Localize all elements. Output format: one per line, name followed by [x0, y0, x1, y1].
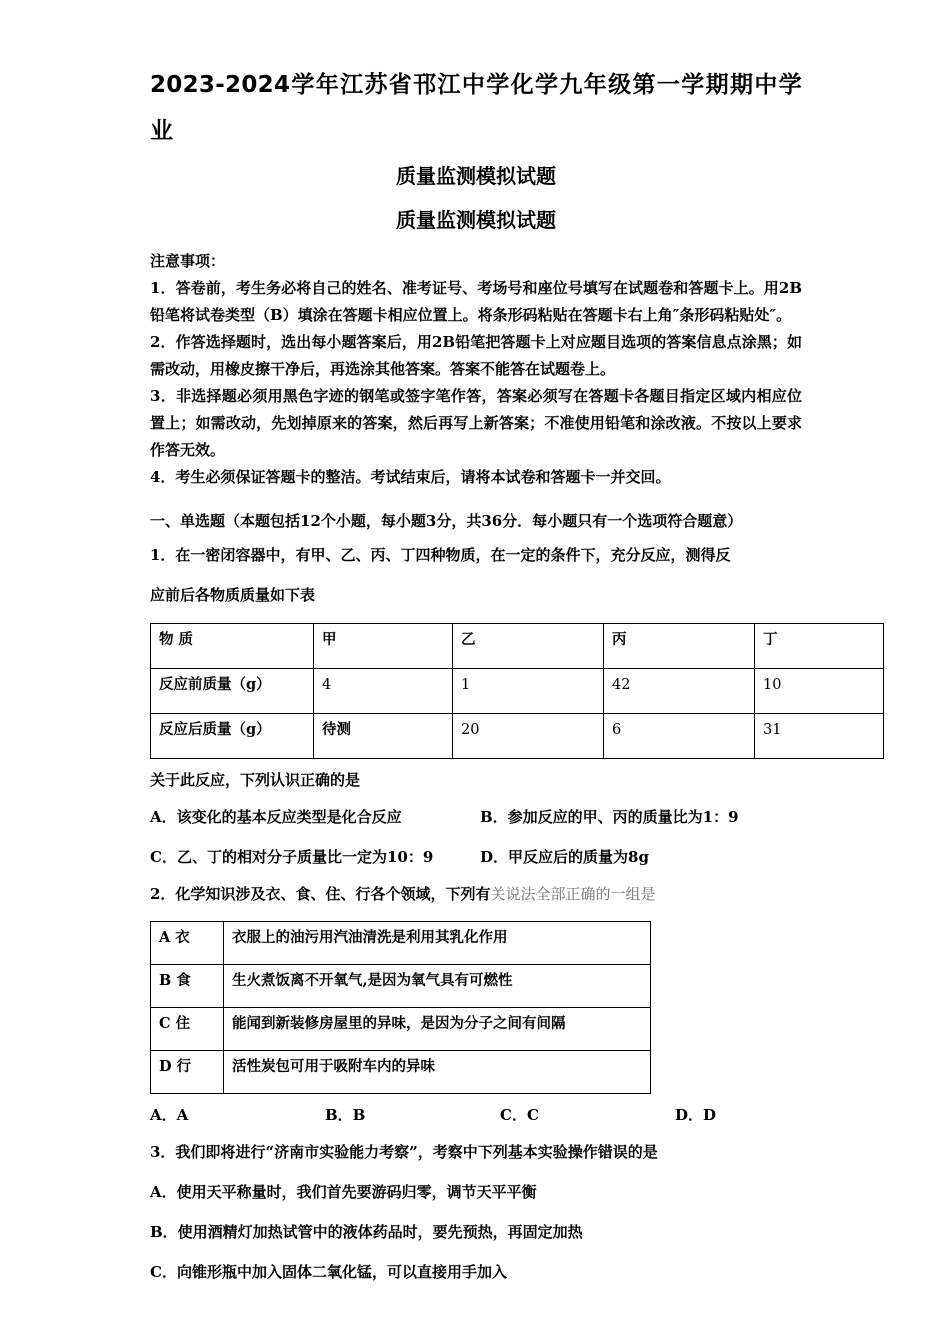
question-2-option-d[interactable]: D．D — [675, 1106, 717, 1124]
question-1-options-row-1 — [150, 797, 802, 837]
mass-before-yi: 1 — [453, 669, 604, 714]
life-row-c-key: C 住 — [151, 1008, 224, 1051]
notice-item-2: 2．作答选择题时，选出每小题答案后，用2B铅笔把答题卡上对应题目选项的答案信息点涂黑；如需改动，用橡皮擦干净后，再选涂其他答案。答案不能答在试题卷上。 — [150, 333, 802, 378]
table-row — [151, 1051, 651, 1094]
question-1-prompt: 关于此反应，下列认识正确的是 — [150, 771, 361, 789]
mass-after-yi: 20 — [453, 714, 604, 759]
mass-table-header-substance: 物 质 — [151, 624, 314, 669]
question-2-life-table — [150, 921, 651, 1094]
mass-table-header-jia: 甲 — [314, 624, 453, 669]
question-1-option-b[interactable]: B．参加反应的甲、丙的质量比为1：9 — [480, 808, 739, 826]
mass-before-label: 反应前质量（g） — [151, 669, 314, 714]
table-row — [151, 669, 884, 714]
question-1-stem-line2: 应前后各物质质量如下表 — [150, 586, 316, 604]
question-3-stem: 3．我们即将进行“济南市实验能力考察”，考察中下列基本实验操作错误的是 — [150, 1143, 658, 1161]
mass-before-jia: 4 — [314, 669, 453, 714]
life-row-a-key: A 衣 — [151, 922, 224, 965]
table-row — [151, 624, 884, 669]
mass-after-bing: 6 — [604, 714, 755, 759]
notice-section-spacer — [150, 491, 802, 507]
question-2-options — [150, 1098, 802, 1132]
question-1-options-row-2 — [150, 837, 802, 877]
mass-before-ding: 10 — [755, 669, 884, 714]
question-1-mass-table — [150, 623, 884, 759]
question-2-option-b[interactable]: B．B — [325, 1106, 366, 1124]
notice-heading: 注意事项： — [150, 252, 226, 270]
table-row — [151, 1008, 651, 1051]
table-row — [151, 965, 651, 1008]
mass-after-jia: 待测 — [314, 714, 453, 759]
question-2-option-c[interactable]: C．C — [500, 1106, 539, 1124]
notice-item-3: 3．非选择题必须用黑色字迹的钢笔或签字笔作答，答案必须写在答题卡各题目指定区域内相应位置上；如需改动，先划掉原来的答案，然后再写上新答案；不准使用铅笔和涂改液。不按以上要求作答无效。 — [150, 387, 802, 459]
document-title — [150, 0, 802, 154]
notice-item-1: 1．答卷前，考生务必将自己的姓名、准考证号、考场号和座位号填写在试题卷和答题卡上。用2B铅笔将试卷类型（B）填涂在答题卡相应位置上。将条形码粘贴在答题卡右上角″条形码粘贴处″。 — [150, 279, 802, 324]
mass-before-bing: 42 — [604, 669, 755, 714]
mass-after-label: 反应后质量（g） — [151, 714, 314, 759]
life-row-c-text: 能闻到新装修房屋里的异味，是因为分子之间有间隔 — [224, 1008, 651, 1051]
life-row-d-key: D 行 — [151, 1051, 224, 1094]
life-row-b-text: 生火煮饭离不开氧气,是因为氧气具有可燃性 — [224, 965, 651, 1008]
document-title-line2: 质量监测模拟试题 — [396, 164, 556, 188]
question-2-stem — [150, 877, 802, 911]
question-3-option-b[interactable]: B．使用酒精灯加热试管中的液体药品时，要先预热，再固定加热 — [150, 1223, 583, 1241]
question-1-option-a[interactable]: A．该变化的基本反应类型是化合反应 — [150, 808, 402, 826]
table-row — [151, 922, 651, 965]
table-row — [151, 714, 884, 759]
section-heading-single-choice: 一、单选题（本题包括12个小题，每小题3分，共36分．每小题只有一个选项符合题意） — [150, 512, 743, 530]
mass-after-ding: 31 — [755, 714, 884, 759]
mass-table-header-ding: 丁 — [755, 624, 884, 669]
question-1-option-d[interactable]: D．甲反应后的质量为8g — [480, 848, 649, 866]
life-row-d-text: 活性炭包可用于吸附车内的异味 — [224, 1051, 651, 1094]
mass-table-header-bing: 丙 — [604, 624, 755, 669]
question-2-stem-faint: 关说法全部正确的一组是 — [490, 885, 656, 903]
life-row-a-text: 衣服上的油污用汽油清洗是利用其乳化作用 — [224, 922, 651, 965]
question-2-stem-bold: 2．化学知识涉及衣、食、住、行各个领域，下列有 — [150, 885, 491, 903]
question-1-stem-line1: 1．在一密闭容器中，有甲、乙、丙、丁四种物质，在一定的条件下，充分反应，测得反 — [150, 546, 731, 564]
question-3-option-a[interactable]: A．使用天平称量时，我们首先要游码归零，调节天平平衡 — [150, 1183, 537, 1201]
mass-table-header-yi: 乙 — [453, 624, 604, 669]
life-row-b-key: B 食 — [151, 965, 224, 1008]
question-1-option-c[interactable]: C．乙、丁的相对分子质量比一定为10：9 — [150, 848, 434, 866]
document-subtitle: 质量监测模拟试题 — [396, 208, 556, 232]
question-2-option-a[interactable]: A．A — [150, 1106, 189, 1124]
notice-item-4: 4．考生必须保证答题卡的整洁。考试结束后，请将本试卷和答题卡一并交回。 — [150, 468, 671, 486]
page-content — [150, 0, 802, 1292]
document-title-line1: 2023-2024学年江苏省邗江中学化学九年级第一学期期中学业 — [150, 72, 802, 144]
question-3-option-c[interactable]: C．向锥形瓶中加入固体二氧化锰，可以直接用手加入 — [150, 1263, 507, 1281]
